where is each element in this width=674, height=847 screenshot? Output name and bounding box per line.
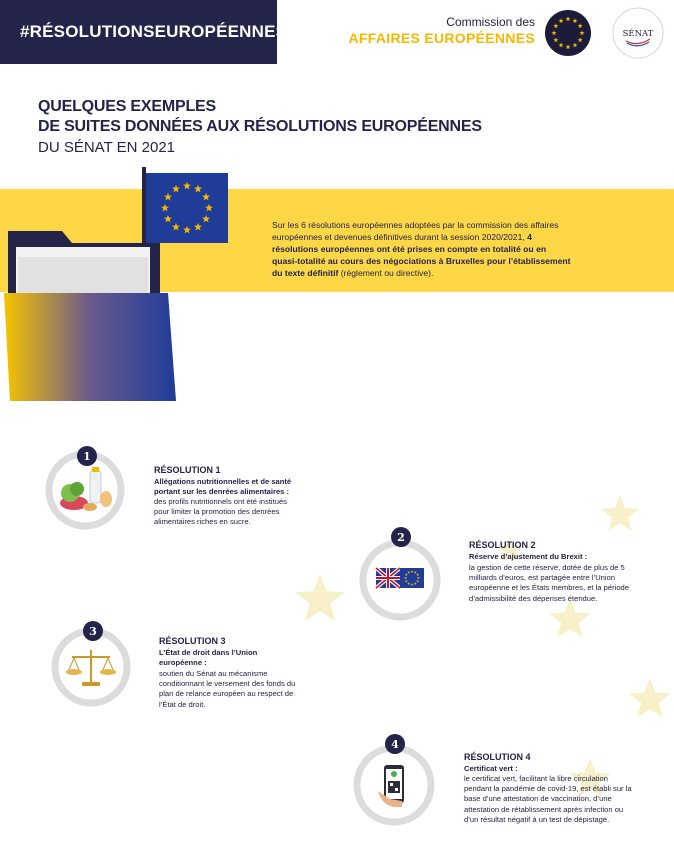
resolution-4-phone-qr-icon: [352, 743, 436, 827]
resolution-1-number-badge: [76, 445, 98, 467]
folder-with-eu-flag-icon: [0, 165, 240, 405]
commission-name-line1: Commission des: [446, 15, 535, 29]
intro-paragraph: [272, 219, 572, 279]
page-title-line1: QUELQUES EXEMPLES: [38, 98, 216, 115]
resolution-2-body: la gestion de cette réserve, dotée de plus de 5 milliards d’euros, est partagée entre l’Union européenne et les États membres, et la période d’admissibilité des dépenses étendue.: [469, 563, 629, 603]
background-star-icon: [295, 574, 344, 621]
commission-name-line2: AFFAIRES EUROPÉENNES: [348, 30, 535, 46]
resolution-4-body: le certificat vert, facilitant la libre circulation pendant la pandémie de covid-19, est établi sur la base d’une attestation de vaccination, d’une attestation de rétablissement après infection ou d’un résultat négatif à un test de dépistage.: [464, 774, 632, 824]
resolution-3-subtitle: L’État de droit dans l’Union européenne :: [159, 648, 258, 667]
resolution-1-subtitle: Allégations nutritionnelles et de santé portant sur les denrées alimentaires :: [154, 477, 292, 496]
svg-text:3: 3: [89, 625, 97, 638]
resolution-2-title: RÉSOLUTION 2: [469, 540, 536, 550]
senat-logo-icon: [612, 7, 664, 59]
hashtag-text: #RÉSOLUTIONSEUROPÉENNES: [20, 22, 288, 41]
resolution-1-body: des profils nutritionnels ont été institués pour limiter la promotion des denrées alimentaires riches en sucre.: [154, 497, 287, 527]
svg-text:1: 1: [83, 450, 91, 463]
svg-text:4: 4: [391, 738, 399, 751]
intro-text-regular-1: Sur les 6 résolutions européennes adoptées par la commission des affaires européennes et devenues définitives durant la session 2020/2021,: [272, 220, 559, 242]
senat-logo-text: SÉNAT: [622, 29, 654, 39]
resolution-3-body: soutien du Sénat au mécanisme conditionnant le versement des fonds du plan de relance européen au respect de l’État de droit.: [159, 669, 296, 709]
page-title-line3: DU SÉNAT EN 2021: [38, 139, 175, 156]
page-title-line2: DE SUITES DONNÉES AUX RÉSOLUTIONS EUROPÉENNES: [38, 118, 482, 135]
resolution-2-number-badge: [390, 526, 412, 548]
background-star-icon: [549, 598, 591, 638]
svg-text:2: 2: [397, 531, 405, 544]
resolution-2-uk-eu-flags-icon: [358, 538, 442, 622]
resolution-4-subtitle: Certificat vert :: [464, 764, 518, 773]
eu-stars-logo-icon: [545, 10, 591, 56]
resolution-4-number-badge: [384, 733, 406, 755]
resolution-3-title: RÉSOLUTION 3: [159, 636, 226, 646]
background-star-icon: [629, 678, 671, 718]
resolution-3-number-badge: [82, 620, 104, 642]
intro-text-bold: 4 résolutions européennes ont été prises en compte en totalité ou en quasi-totalité au cours des négociations à Bruxelles pour l’établissement du texte définitif: [272, 232, 571, 278]
resolution-2-subtitle: Réserve d’ajustement du Brexit :: [469, 552, 588, 561]
background-star-icon: [601, 495, 639, 531]
intro-text-regular-2: (règlement ou directive).: [340, 268, 434, 278]
resolution-1-title: RÉSOLUTION 1: [154, 465, 221, 475]
resolution-4-title: RÉSOLUTION 4: [464, 752, 531, 762]
